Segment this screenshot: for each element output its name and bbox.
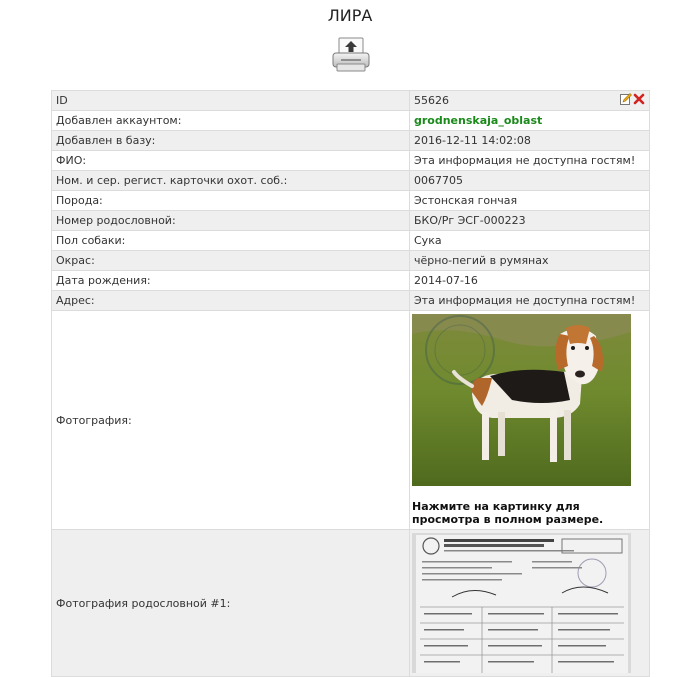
fio-value: Эта информация не доступна гостям!	[410, 151, 650, 171]
row-sex	[52, 231, 650, 251]
photo-hint: Нажмите на картинку для просмотра в полном размере.	[412, 500, 604, 526]
printer-upload-icon[interactable]	[332, 37, 370, 73]
sex-value: Сука	[410, 231, 650, 251]
id-cell	[410, 91, 650, 111]
row-breed	[52, 191, 650, 211]
fio-label: ФИО:	[52, 151, 410, 171]
row-color	[52, 251, 650, 271]
row-fio	[52, 151, 650, 171]
pedigree-document-photo[interactable]	[412, 533, 631, 673]
breed-value: Эстонская гончая	[410, 191, 650, 211]
birth-value: 2014-07-16	[410, 271, 650, 291]
address-value: Эта информация не доступна гостям!	[410, 291, 650, 311]
row-birth	[52, 271, 650, 291]
photo-label: Фотография:	[52, 311, 410, 530]
pedigree-label: Номер родословной:	[52, 211, 410, 231]
account-label: Добавлен аккаунтом:	[52, 111, 410, 131]
row-added	[52, 131, 650, 151]
row-account	[52, 111, 650, 131]
color-label: Окрас:	[52, 251, 410, 271]
address-label: Адрес:	[52, 291, 410, 311]
row-pedigree-photo	[52, 530, 650, 677]
birth-label: Дата рождения:	[52, 271, 410, 291]
page-title: ЛИРА	[327, 6, 373, 25]
id-value: 55626	[414, 94, 449, 107]
breed-label: Порода:	[52, 191, 410, 211]
color-value: чёрно-пегий в румянах	[410, 251, 650, 271]
card-value: 0067705	[410, 171, 650, 191]
card-label: Ном. и сер. регист. карточки охот. соб.:	[52, 171, 410, 191]
pedigree-photo-label: Фотография родословной #1:	[52, 530, 410, 677]
edit-icon[interactable]	[620, 93, 632, 105]
row-id	[52, 91, 650, 111]
record-table	[51, 90, 650, 677]
row-address	[52, 291, 650, 311]
pedigree-value: БКО/Рг ЭСГ-000223	[410, 211, 650, 231]
row-card	[52, 171, 650, 191]
id-label: ID	[52, 91, 410, 111]
pedigree-photo-cell	[410, 530, 650, 677]
dog-photo[interactable]	[412, 314, 631, 486]
photo-cell	[410, 311, 650, 530]
row-pedigree	[52, 211, 650, 231]
row-tools	[620, 93, 645, 105]
delete-icon[interactable]	[633, 93, 645, 105]
row-photo	[52, 311, 650, 530]
account-link[interactable]: grodnenskaja_oblast	[414, 114, 543, 127]
added-label: Добавлен в базу:	[52, 131, 410, 151]
added-value: 2016-12-11 14:02:08	[410, 131, 650, 151]
sex-label: Пол собаки:	[52, 231, 410, 251]
